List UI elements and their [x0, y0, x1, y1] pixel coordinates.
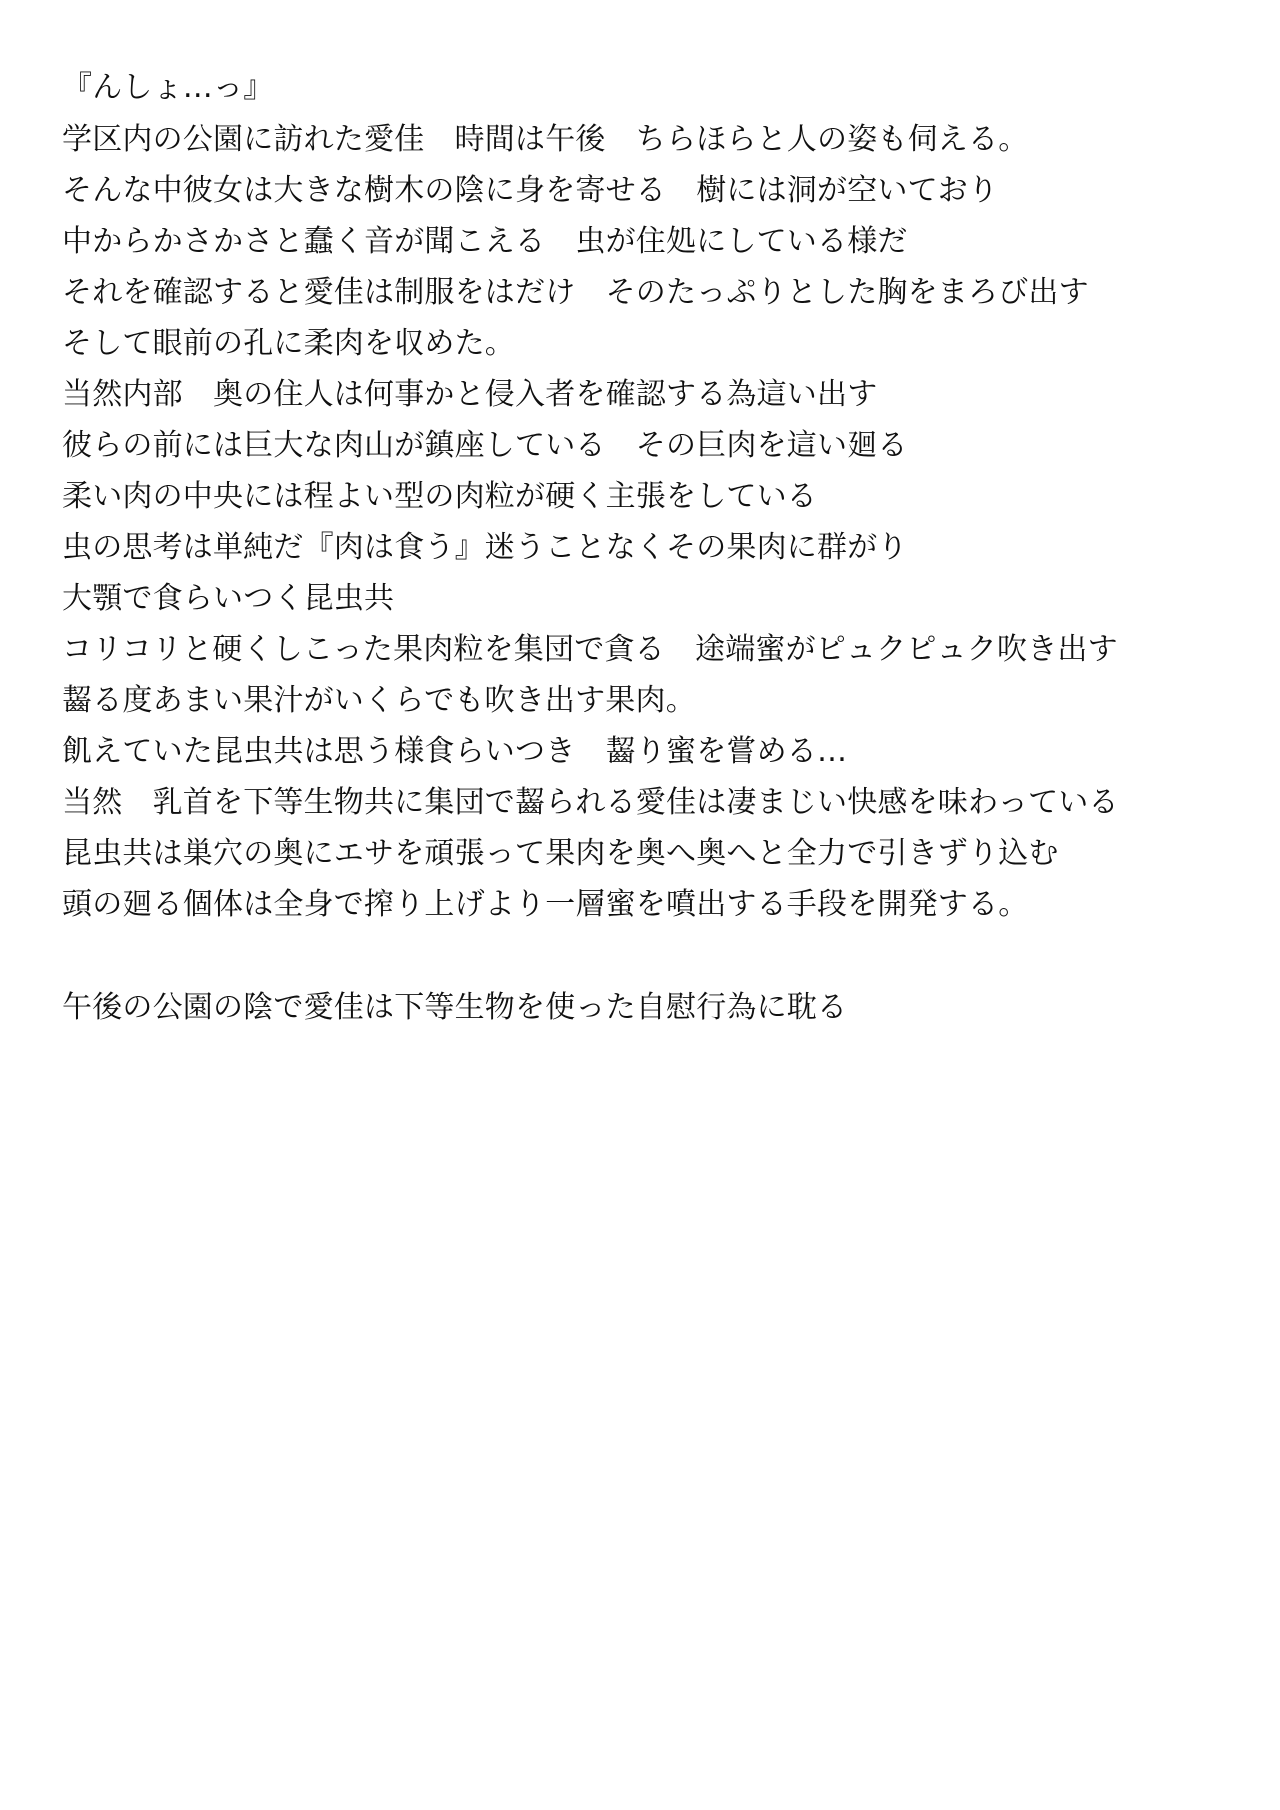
document-line: 昆虫共は巣穴の奥にエサを頑張って果肉を奥へ奥へと全力で引きずり込む — [62, 836, 1059, 871]
document-line: 彼らの前には巨大な肉山が鎮座している その巨肉を這い廻る — [62, 428, 908, 463]
document-line: 飢えていた昆虫共は思う様食らいつき 齧り蜜を嘗める… — [62, 734, 848, 769]
document-line: それを確認すると愛佳は制服をはだけ そのたっぷりとした胸をまろび出す — [62, 275, 1089, 310]
document-line: 虫の思考は単純だ『肉は食う』迷うことなくその果肉に群がり — [62, 530, 908, 565]
document-line: 齧る度あまい果汁がいくらでも吹き出す果肉。 — [62, 683, 696, 718]
document-line: そんな中彼女は大きな樹木の陰に身を寄せる 樹には洞が空いており — [62, 173, 999, 208]
document-title-line: 『んしょ…っ』 — [62, 70, 274, 105]
paragraph-spacer — [62, 930, 1220, 982]
document-line: 当然内部 奥の住人は何事かと侵入者を確認する為這い出す — [62, 377, 878, 412]
document-line: 頭の廻る個体は全身で搾り上げより一層蜜を噴出する手段を開発する。 — [62, 887, 1029, 922]
document-text-body — [62, 62, 1220, 1033]
document-line: コリコリと硬くしこった果肉粒を集団で貪る 途端蜜がピュクピュク吹き出す — [62, 632, 1118, 667]
document-line: 柔い肉の中央には程よい型の肉粒が硬く主張をしている — [62, 479, 817, 514]
document-line: 大顎で食らいつく昆虫共 — [62, 581, 395, 616]
document-line: 中からかさかさと蠢く音が聞こえる 虫が住処にしている様だ — [62, 224, 908, 259]
document-line: 学区内の公園に訪れた愛佳 時間は午後 ちらほらと人の姿も伺える。 — [62, 122, 1029, 157]
document-line: 当然 乳首を下等生物共に集団で齧られる愛佳は凄まじい快感を味わっている — [62, 785, 1119, 820]
document-line: そして眼前の孔に柔肉を収めた。 — [62, 326, 515, 361]
document-closing-line: 午後の公園の陰で愛佳は下等生物を使った自慰行為に耽る — [62, 990, 848, 1025]
